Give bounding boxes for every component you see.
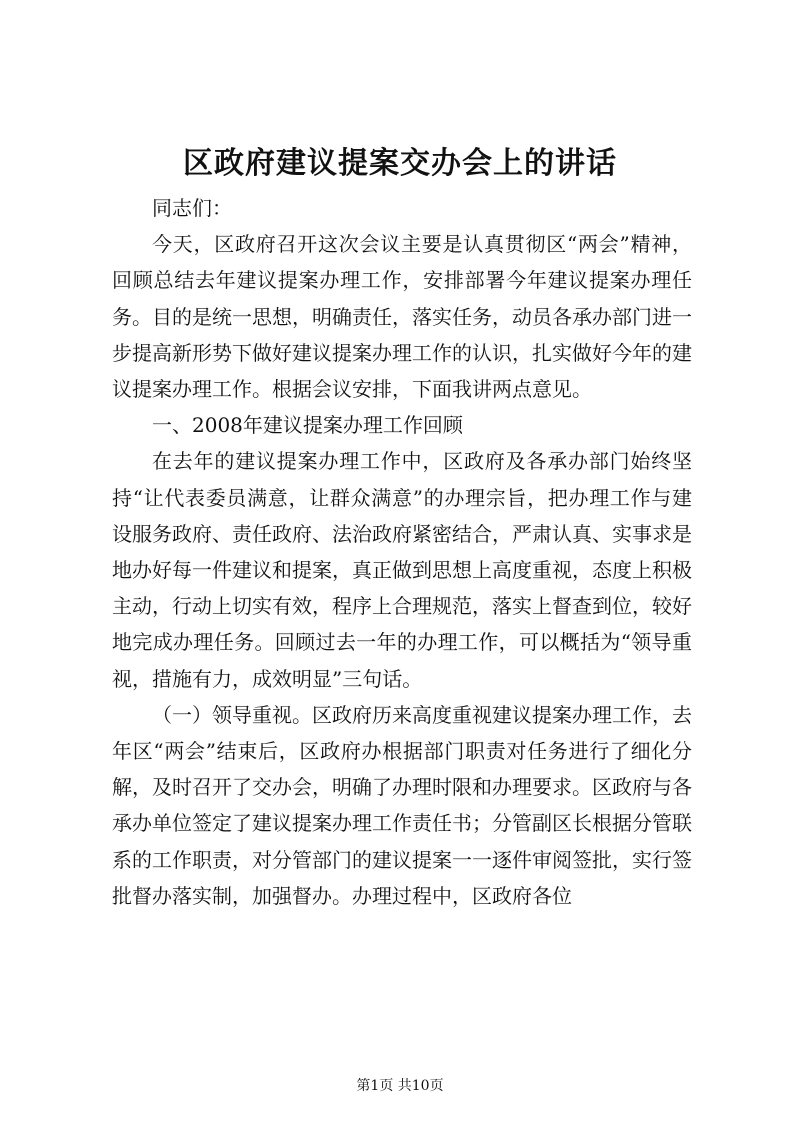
document-body — [112, 190, 692, 914]
paragraph-review: 在去年的建议提案办理工作中，区政府及各承办部门始终坚持“让代表委员满意，让群众满意”的办理宗旨，把办理工作与建设服务政府、责任政府、法治政府紧密结合，严肃认真、实事求是地办好每一件建议和提案，真正做到思想上高度重视，态度上积极主动，行动上切实有效，程序上合理规范，落实上督查到位，较好地完成办理任务。回顾过去一年的办理工作，可以概括为“领导重视，措施有力，成效明显”三句话。 — [112, 449, 692, 691]
paragraph-intro: 今天，区政府召开这次会议主要是认真贯彻区“两会”精神，回顾总结去年建议提案办理工作，安排部署今年建议提案办理任务。目的是统一思想，明确责任，落实任务，动员各承办部门进一步提高新形势下做好建议提案办理工作的认识，扎实做好今年的建议提案办理工作。根据会议安排，下面我讲两点意见。 — [112, 232, 692, 402]
paragraph-leadership: （一）领导重视。区政府历来高度重视建议提案办理工作，去年区“两会”结束后，区政府办根据部门职责对任务进行了细化分解，及时召开了交办会，明确了办理时限和办理要求。区政府与各承办单位签定了建议提案办理工作责任书；分管副区长根据分管联系的工作职责，对分管部门的建议提案一一逐件审阅签批，实行签批督办落实制，加强督办。办理过程中，区政府各位 — [112, 702, 692, 908]
page-footer: 第1页 共10页 — [356, 1078, 444, 1094]
section-heading: 一、2008年建议提案办理工作回顾 — [152, 413, 463, 438]
paragraph-salutation: 同志们： — [152, 196, 232, 220]
page-title: 区政府建议提案交办会上的讲话 — [183, 146, 617, 181]
